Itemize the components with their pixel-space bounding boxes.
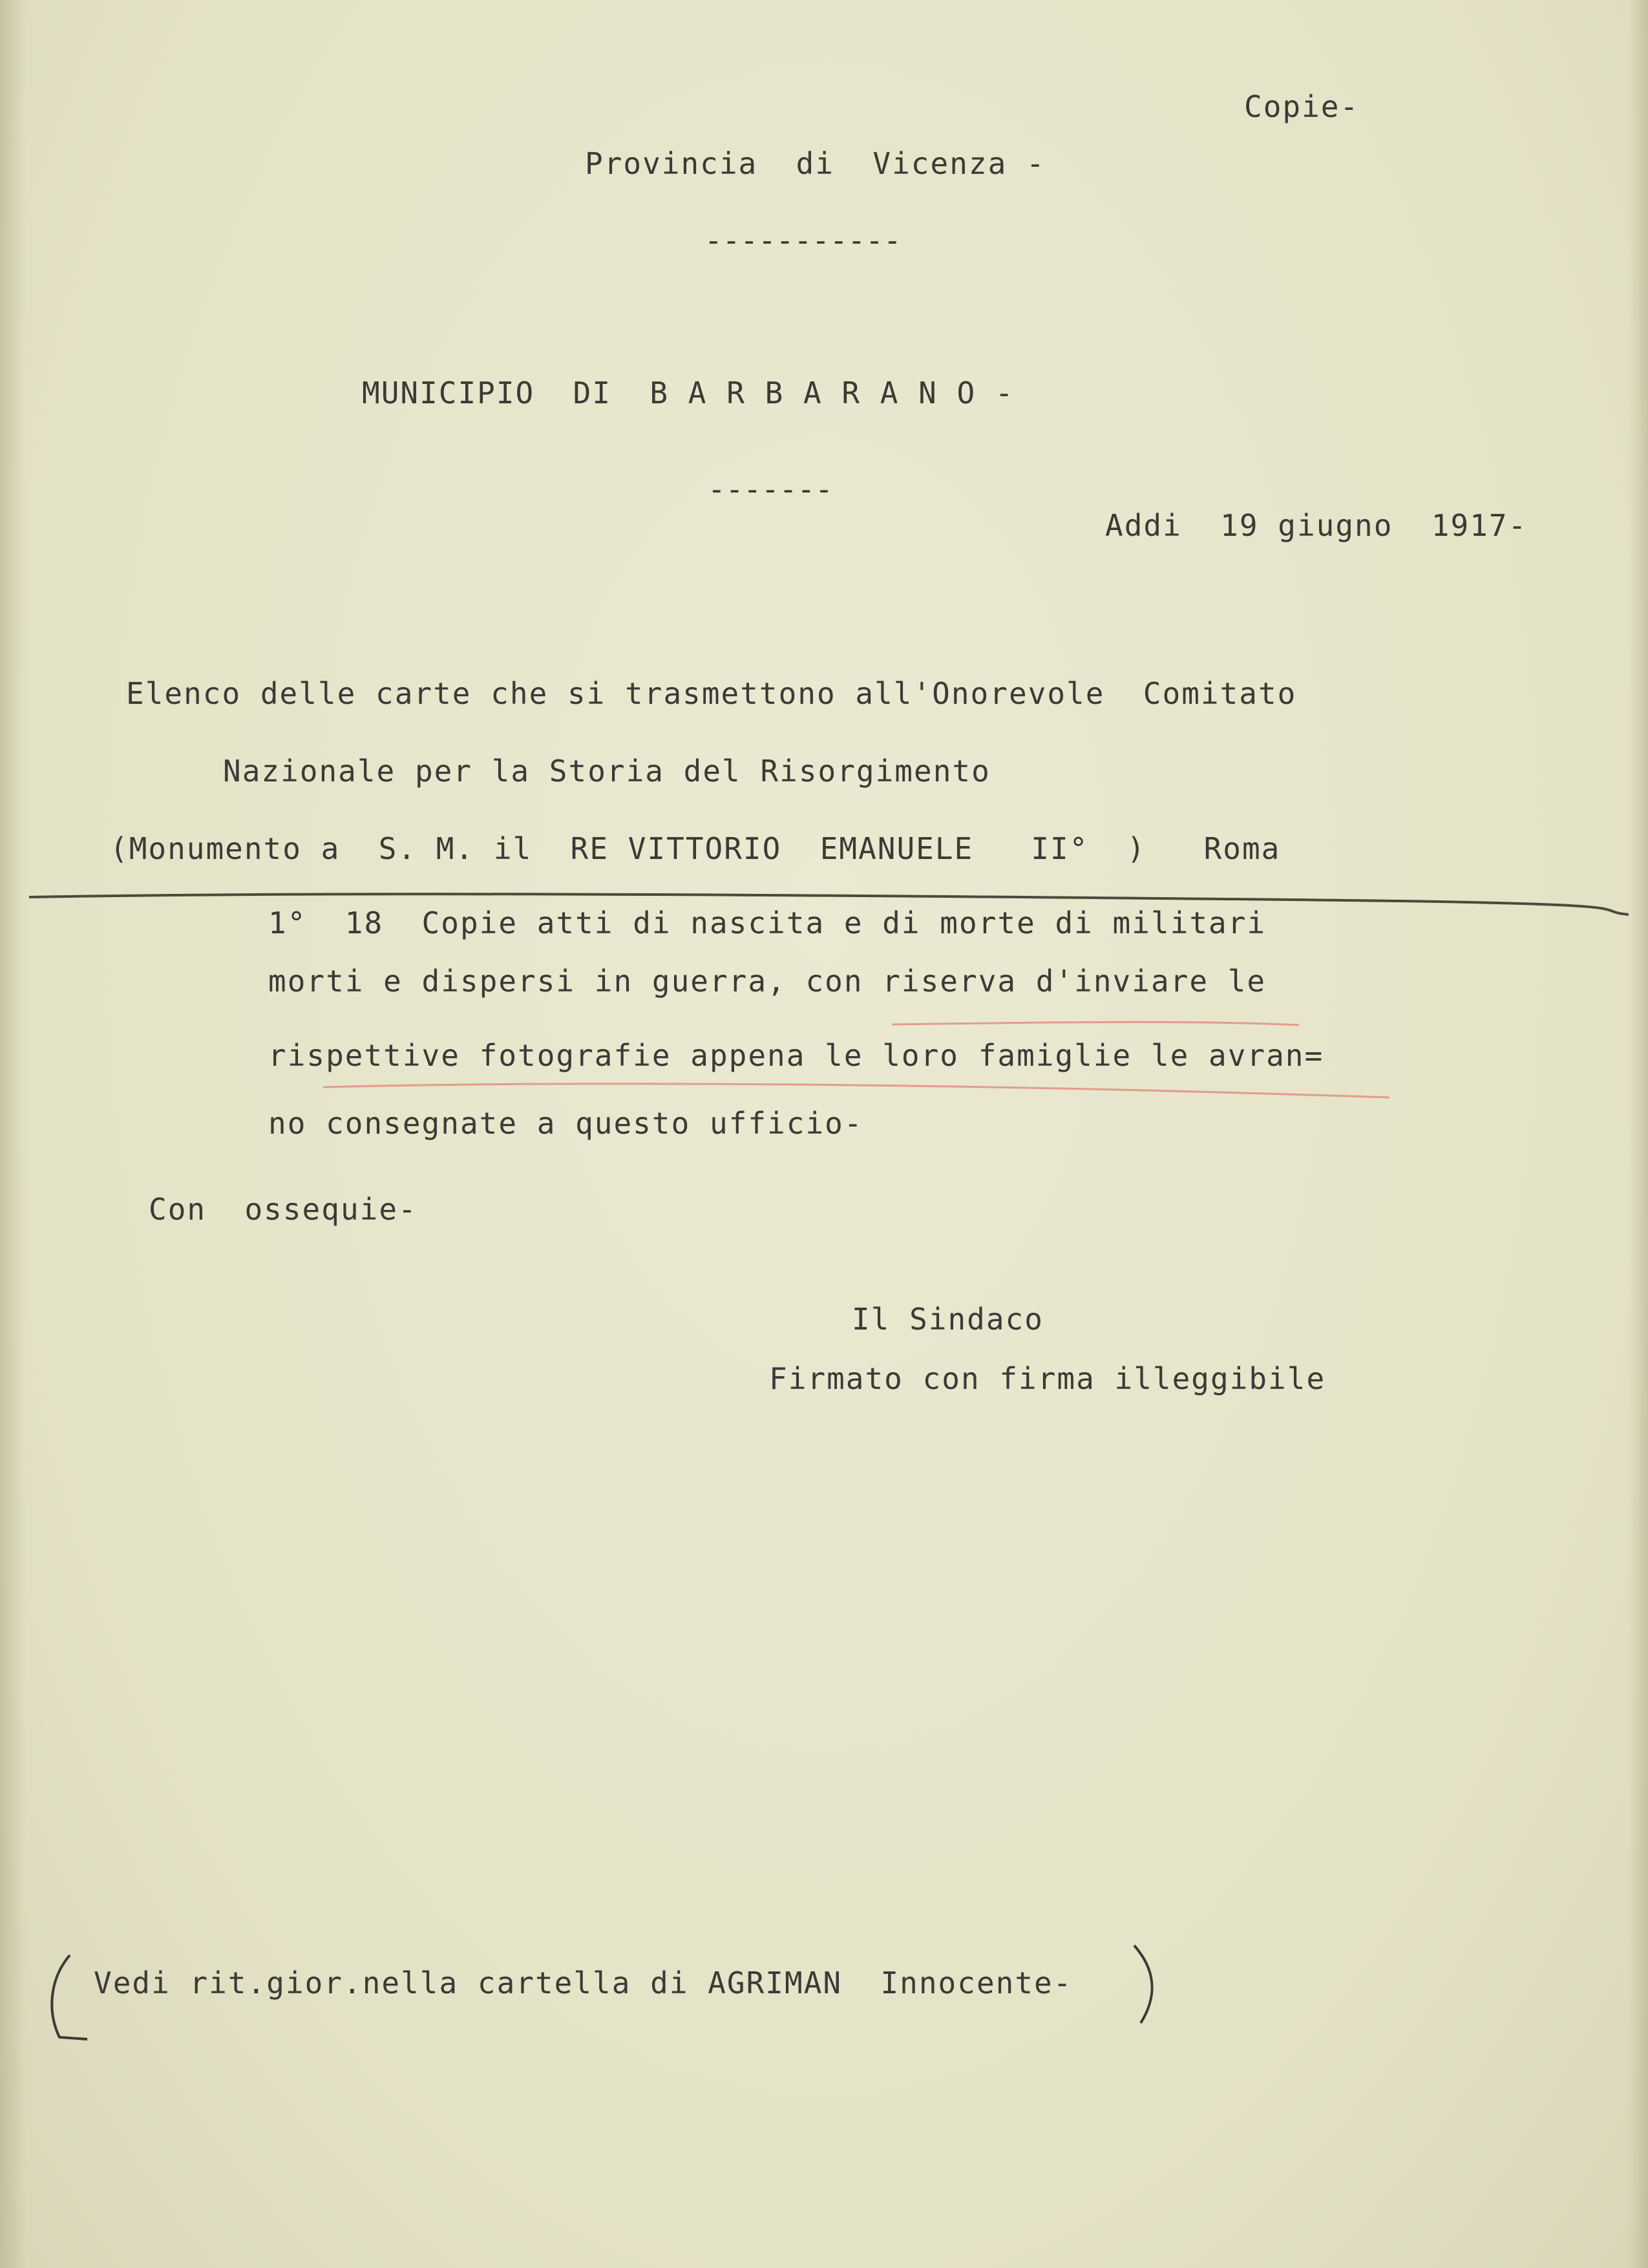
copy-mark: Copie- [1244, 89, 1360, 124]
municipality-heading: MUNICIPIO DI B A R B A R A N O - [362, 376, 1015, 410]
item-line-3: rispettive fotografie appena le loro famiglie le avran= [268, 1038, 1324, 1073]
pencil-underline-1 [892, 1022, 1299, 1025]
intro-line-3: (Monumento a S. M. il RE VITTORIO EMANUELE II° ) Roma [110, 831, 1281, 866]
open-bracket-mark [52, 1955, 87, 2039]
closing-greeting: Con ossequie- [149, 1192, 417, 1227]
separator-1: ----------- [704, 223, 902, 258]
intro-line-2: Nazionale per la Storia del Risorgimento [223, 754, 991, 789]
item-line-1: 1° 18 Copie atti di nascita e di morte di militari [268, 906, 1267, 940]
close-bracket-mark [1134, 1945, 1152, 2023]
item-line-2: morti e dispersi in guerra, con riserva d'inviare le [268, 964, 1267, 999]
date-line: Addi 19 giugno 1917- [1105, 508, 1528, 543]
pencil-underline-2 [323, 1084, 1389, 1097]
intro-line-1: Elenco delle carte che si trasmettono all'Onorevole Comitato [126, 676, 1297, 711]
footnote: Vedi rit.gior.nella cartella di AGRIMAN Innocente- [94, 1966, 1073, 2000]
item-line-4: no consegnate a questo ufficio- [268, 1106, 863, 1141]
signature-note: Firmato con firma illeggibile [769, 1361, 1326, 1396]
separator-2: ------- [708, 472, 833, 507]
signature-title: Il Sindaco [852, 1302, 1044, 1337]
province-heading: Provincia di Vicenza - [585, 146, 1046, 181]
